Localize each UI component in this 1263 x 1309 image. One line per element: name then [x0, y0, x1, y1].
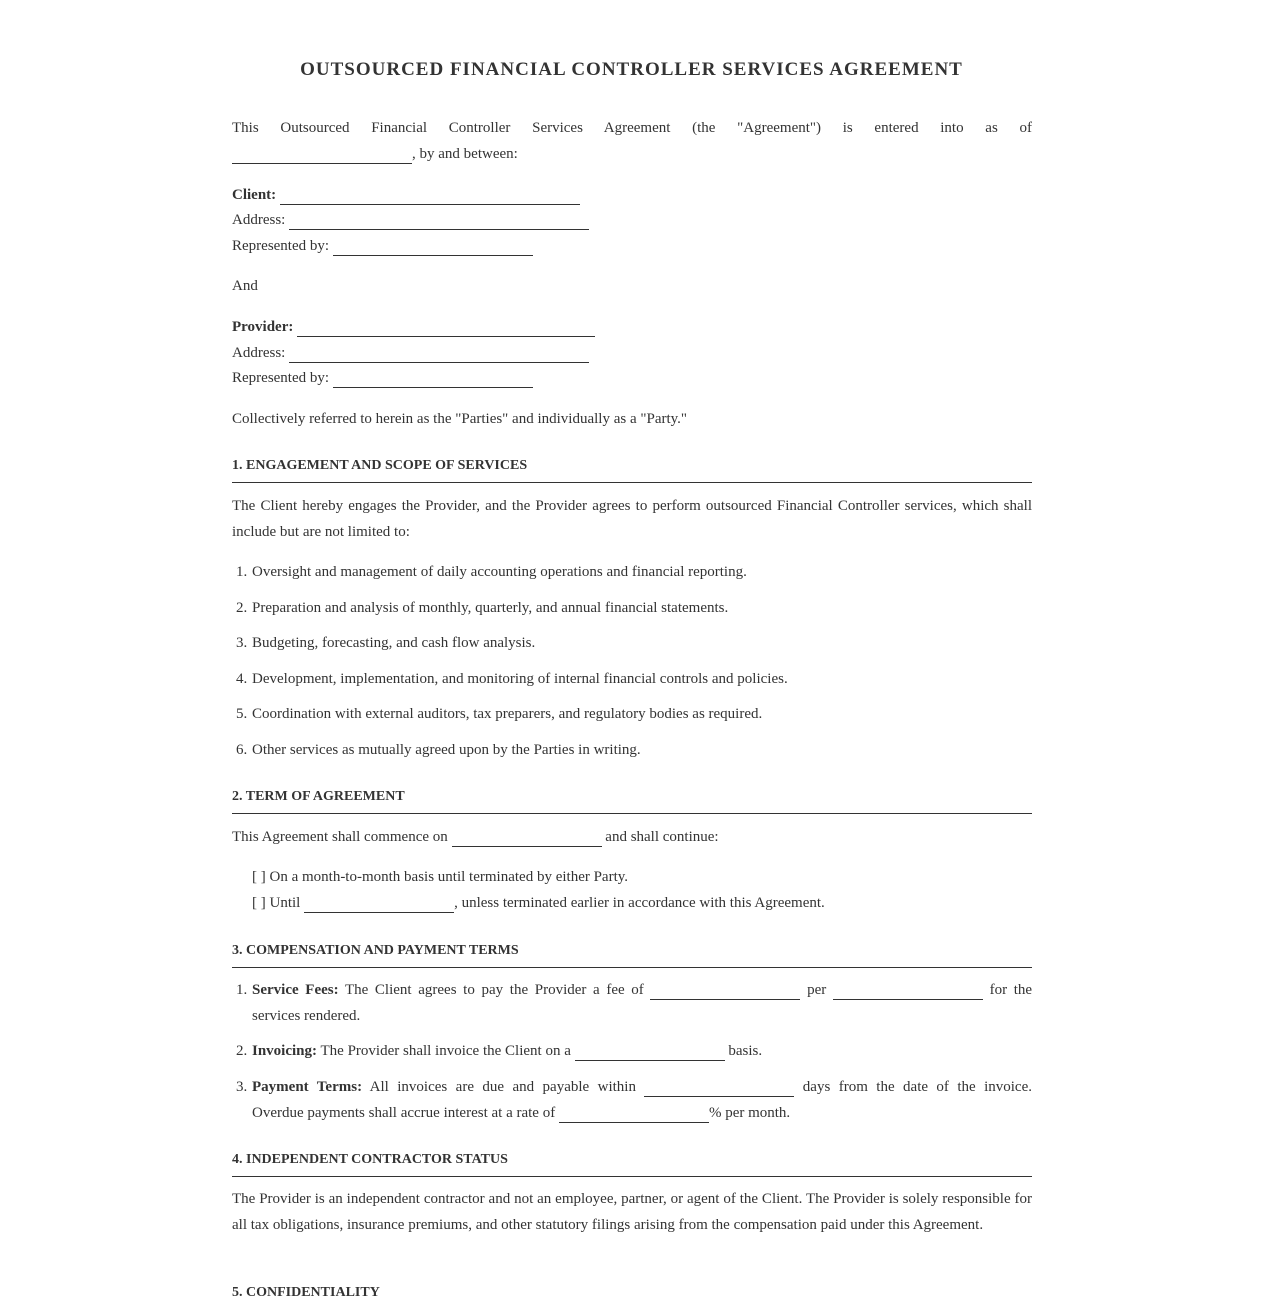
document-title: OUTSOURCED FINANCIAL CONTROLLER SERVICES AGREEMENT — [300, 59, 963, 80]
provider-line — [232, 314, 1032, 340]
client-rep-label: Represented by: — [232, 238, 330, 254]
client-address-blank[interactable] — [289, 211, 589, 230]
service-fees-item: 1. Service Fees: The Client agrees to pay the Provider a fee of per for the services rendered. — [236, 982, 1033, 1024]
invoice-frequency-blank[interactable] — [575, 1042, 725, 1061]
client-address-label: Address: — [232, 212, 286, 228]
term-option-until[interactable]: [ ] Until , unless terminated earlier in accordance with this Agreement. — [252, 895, 825, 911]
list-item: 1. Oversight and management of daily accounting operations and financial reporting. — [236, 564, 747, 580]
provider-label: Provider: — [232, 319, 294, 335]
provider-address-blank[interactable] — [289, 344, 589, 363]
client-rep-blank[interactable] — [333, 237, 533, 256]
provider-rep-line — [232, 365, 1032, 391]
list-item: 6. Other services as mutually agreed upon by the Parties in writing. — [236, 741, 641, 758]
payment-days-blank[interactable] — [644, 1078, 794, 1097]
client-rep-line — [232, 233, 1032, 259]
invoicing-label: Invoicing: — [252, 1043, 318, 1059]
client-line — [232, 182, 1032, 208]
section-1-body: The Client hereby engages the Provider, and the Provider agrees to perform outsourced Financial Controller services, which shall include but are not limited to: — [232, 498, 1032, 540]
until-date-blank[interactable] — [304, 894, 454, 913]
provider-name-blank[interactable] — [297, 318, 595, 337]
commence-date-blank[interactable] — [452, 828, 602, 847]
payment-terms-item: 3. Payment Terms: All invoices are due and payable within days from the date of the invoice. Overdue payments shall accrue interest at a rate of % per month. — [236, 1079, 1032, 1121]
provider-rep-label: Represented by: — [232, 370, 330, 386]
term-commence-line: This Agreement shall commence on and shall continue: — [232, 829, 719, 845]
collectively-text: Collectively referred to herein as the "Parties" and individually as a "Party." — [232, 411, 688, 427]
client-label: Client: — [232, 187, 277, 203]
provider-address-label: Address: — [232, 345, 286, 361]
payment-terms-label: Payment Terms: — [252, 1079, 363, 1095]
fee-amount-blank[interactable] — [650, 981, 800, 1000]
invoicing-item: 2. Invoicing: The Provider shall invoice the Client on a basis. — [236, 1043, 763, 1059]
provider-rep-blank[interactable] — [333, 369, 533, 388]
intro-date-line — [232, 141, 1032, 167]
term-option-month-to-month[interactable]: [ ] On a month-to-month basis until terminated by either Party. — [252, 869, 629, 885]
service-fees-label: Service Fees: — [252, 982, 339, 998]
section-3-heading: 3. COMPENSATION AND PAYMENT TERMS — [232, 941, 1032, 968]
client-address-line — [232, 207, 1032, 233]
agreement-date-blank[interactable] — [232, 145, 412, 164]
list-item: 5. Coordination with external auditors, tax preparers, and regulatory bodies as required. — [236, 706, 763, 723]
intro-after-date: , by and between: — [412, 146, 518, 162]
and-text: And — [232, 278, 258, 294]
list-item: 3. Budgeting, forecasting, and cash flow analysis. — [236, 635, 536, 652]
section-4-heading: 4. INDEPENDENT CONTRACTOR STATUS — [232, 1150, 1032, 1177]
client-name-blank[interactable] — [280, 186, 580, 205]
intro-line: This Outsourced Financial Controller Services Agreement (the "Agreement") is entered into as of — [232, 120, 1032, 136]
list-item: 4. Development, implementation, and monitoring of internal financial controls and policies. — [236, 670, 788, 687]
section-1-heading: 1. ENGAGEMENT AND SCOPE OF SERVICES — [232, 456, 1032, 483]
interest-rate-blank[interactable] — [559, 1104, 709, 1123]
provider-address-line — [232, 340, 1032, 366]
fee-period-blank[interactable] — [833, 981, 983, 1000]
section-2-heading: 2. TERM OF AGREEMENT — [232, 787, 1032, 814]
section-4-body: The Provider is an independent contractor and not an employee, partner, or agent of the Client. The Provider is solely responsible for all tax obligations, insurance premiums, and other statutory filings arising from the compensation paid under this Agreement. — [232, 1191, 1032, 1233]
list-item: 2. Preparation and analysis of monthly, quarterly, and annual financial statements. — [236, 599, 729, 616]
section-5-heading: 5. CONFIDENTIALITY — [232, 1285, 380, 1300]
services-list — [232, 559, 1032, 763]
